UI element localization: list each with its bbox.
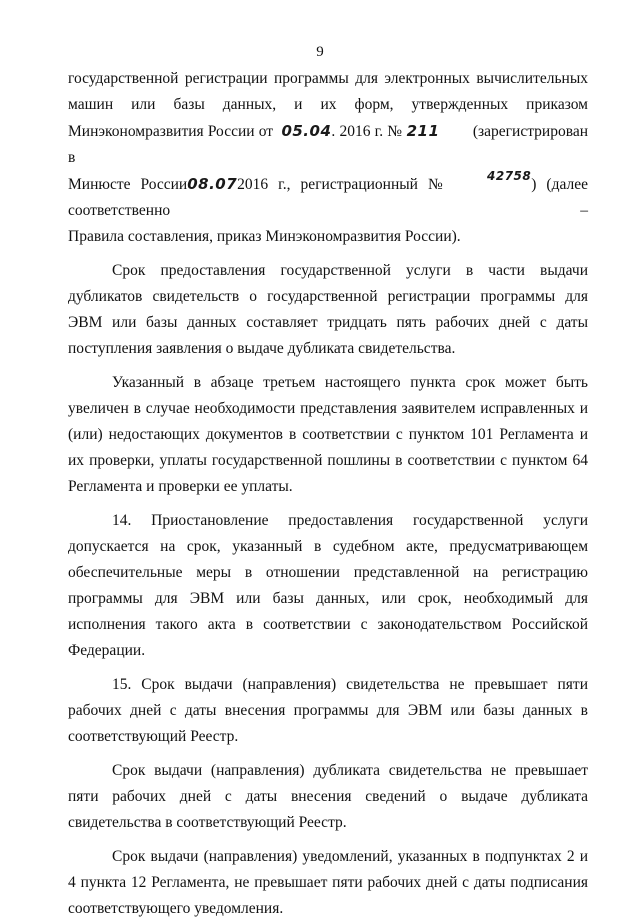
- document-body: [68, 66, 588, 922]
- paragraph-continuation: [68, 66, 588, 250]
- paragraph-notification-term: Срок выдачи (направления) уведомлений, указанных в подпунктах 2 и 4 пункта 12 Регламента, не превышает пяти рабочих дней с даты подписания соответствующего уведомления.: [68, 848, 588, 917]
- paragraph-duplicate-issue-term: Срок выдачи (направления) дубликата свидетельства не превышает пяти рабочих дней с даты внесения сведений о выдаче дубликата свидетельства в соответствующий Реестр.: [68, 762, 588, 831]
- text-line: государственной регистрации программы для электронных вычислительных: [68, 70, 588, 87]
- paragraph-term-extension: Указанный в абзаце третьем настоящего пункта срок может быть увеличен в случае необходимости представления заявителем исправленных и (или) недостающих документов в соответствии с пунктом 101 Регламента и их проверки, уплаты государственной пошлины в соответствии с пунктом 64 Регламента и проверки ее уплаты.: [68, 374, 588, 495]
- handwritten-order-date: 05.04: [281, 122, 332, 140]
- text-line: машин или базы данных, и их форм, утвержденных приказом: [68, 96, 588, 113]
- text-fragment: (зарегистрирован в: [68, 123, 589, 166]
- handwritten-registration-number: 42758: [487, 169, 532, 183]
- text-fragment: . 2016 г. №: [331, 123, 403, 140]
- text-line-order-reference: [68, 118, 588, 171]
- handwritten-order-number: 211: [406, 122, 440, 140]
- handwritten-registration-date: 08.07: [187, 175, 238, 193]
- paragraph-duplicate-term: Срок предоставления государственной услуги в части выдачи дубликатов свидетельств о государственной регистрации программы для ЭВМ или базы данных составляет тридцать пять рабочих дней с даты поступления заявления о выдаче дубликата свидетельства.: [68, 262, 588, 357]
- text-fragment: 2016 г., регистрационный №: [237, 176, 449, 193]
- page-number: 9: [316, 44, 324, 60]
- text-line-registration: [68, 171, 588, 224]
- text-fragment: ) (далее соответственно –: [68, 176, 588, 219]
- paragraph-14-suspension: 14. Приостановление предоставления государственной услуги допускается на срок, указанный в судебном акте, предусматривающем обеспечительные меры в отношении представленной на регистрацию программы для ЭВМ или базы данных, или срок, необходимый для исполнения такого акта в соответствии с законодательством Российской Федерации.: [68, 512, 588, 659]
- text-line: Правила составления, приказ Минэкономразвития России).: [68, 228, 461, 245]
- text-fragment: Минюсте России: [68, 176, 188, 193]
- paragraph-15-certificate-term: 15. Срок выдачи (направления) свидетельства не превышает пяти рабочих дней с даты внесения программы для ЭВМ или базы данных в соответствующий Реестр.: [68, 676, 588, 745]
- text-fragment: Минэкономразвития России от: [68, 123, 274, 140]
